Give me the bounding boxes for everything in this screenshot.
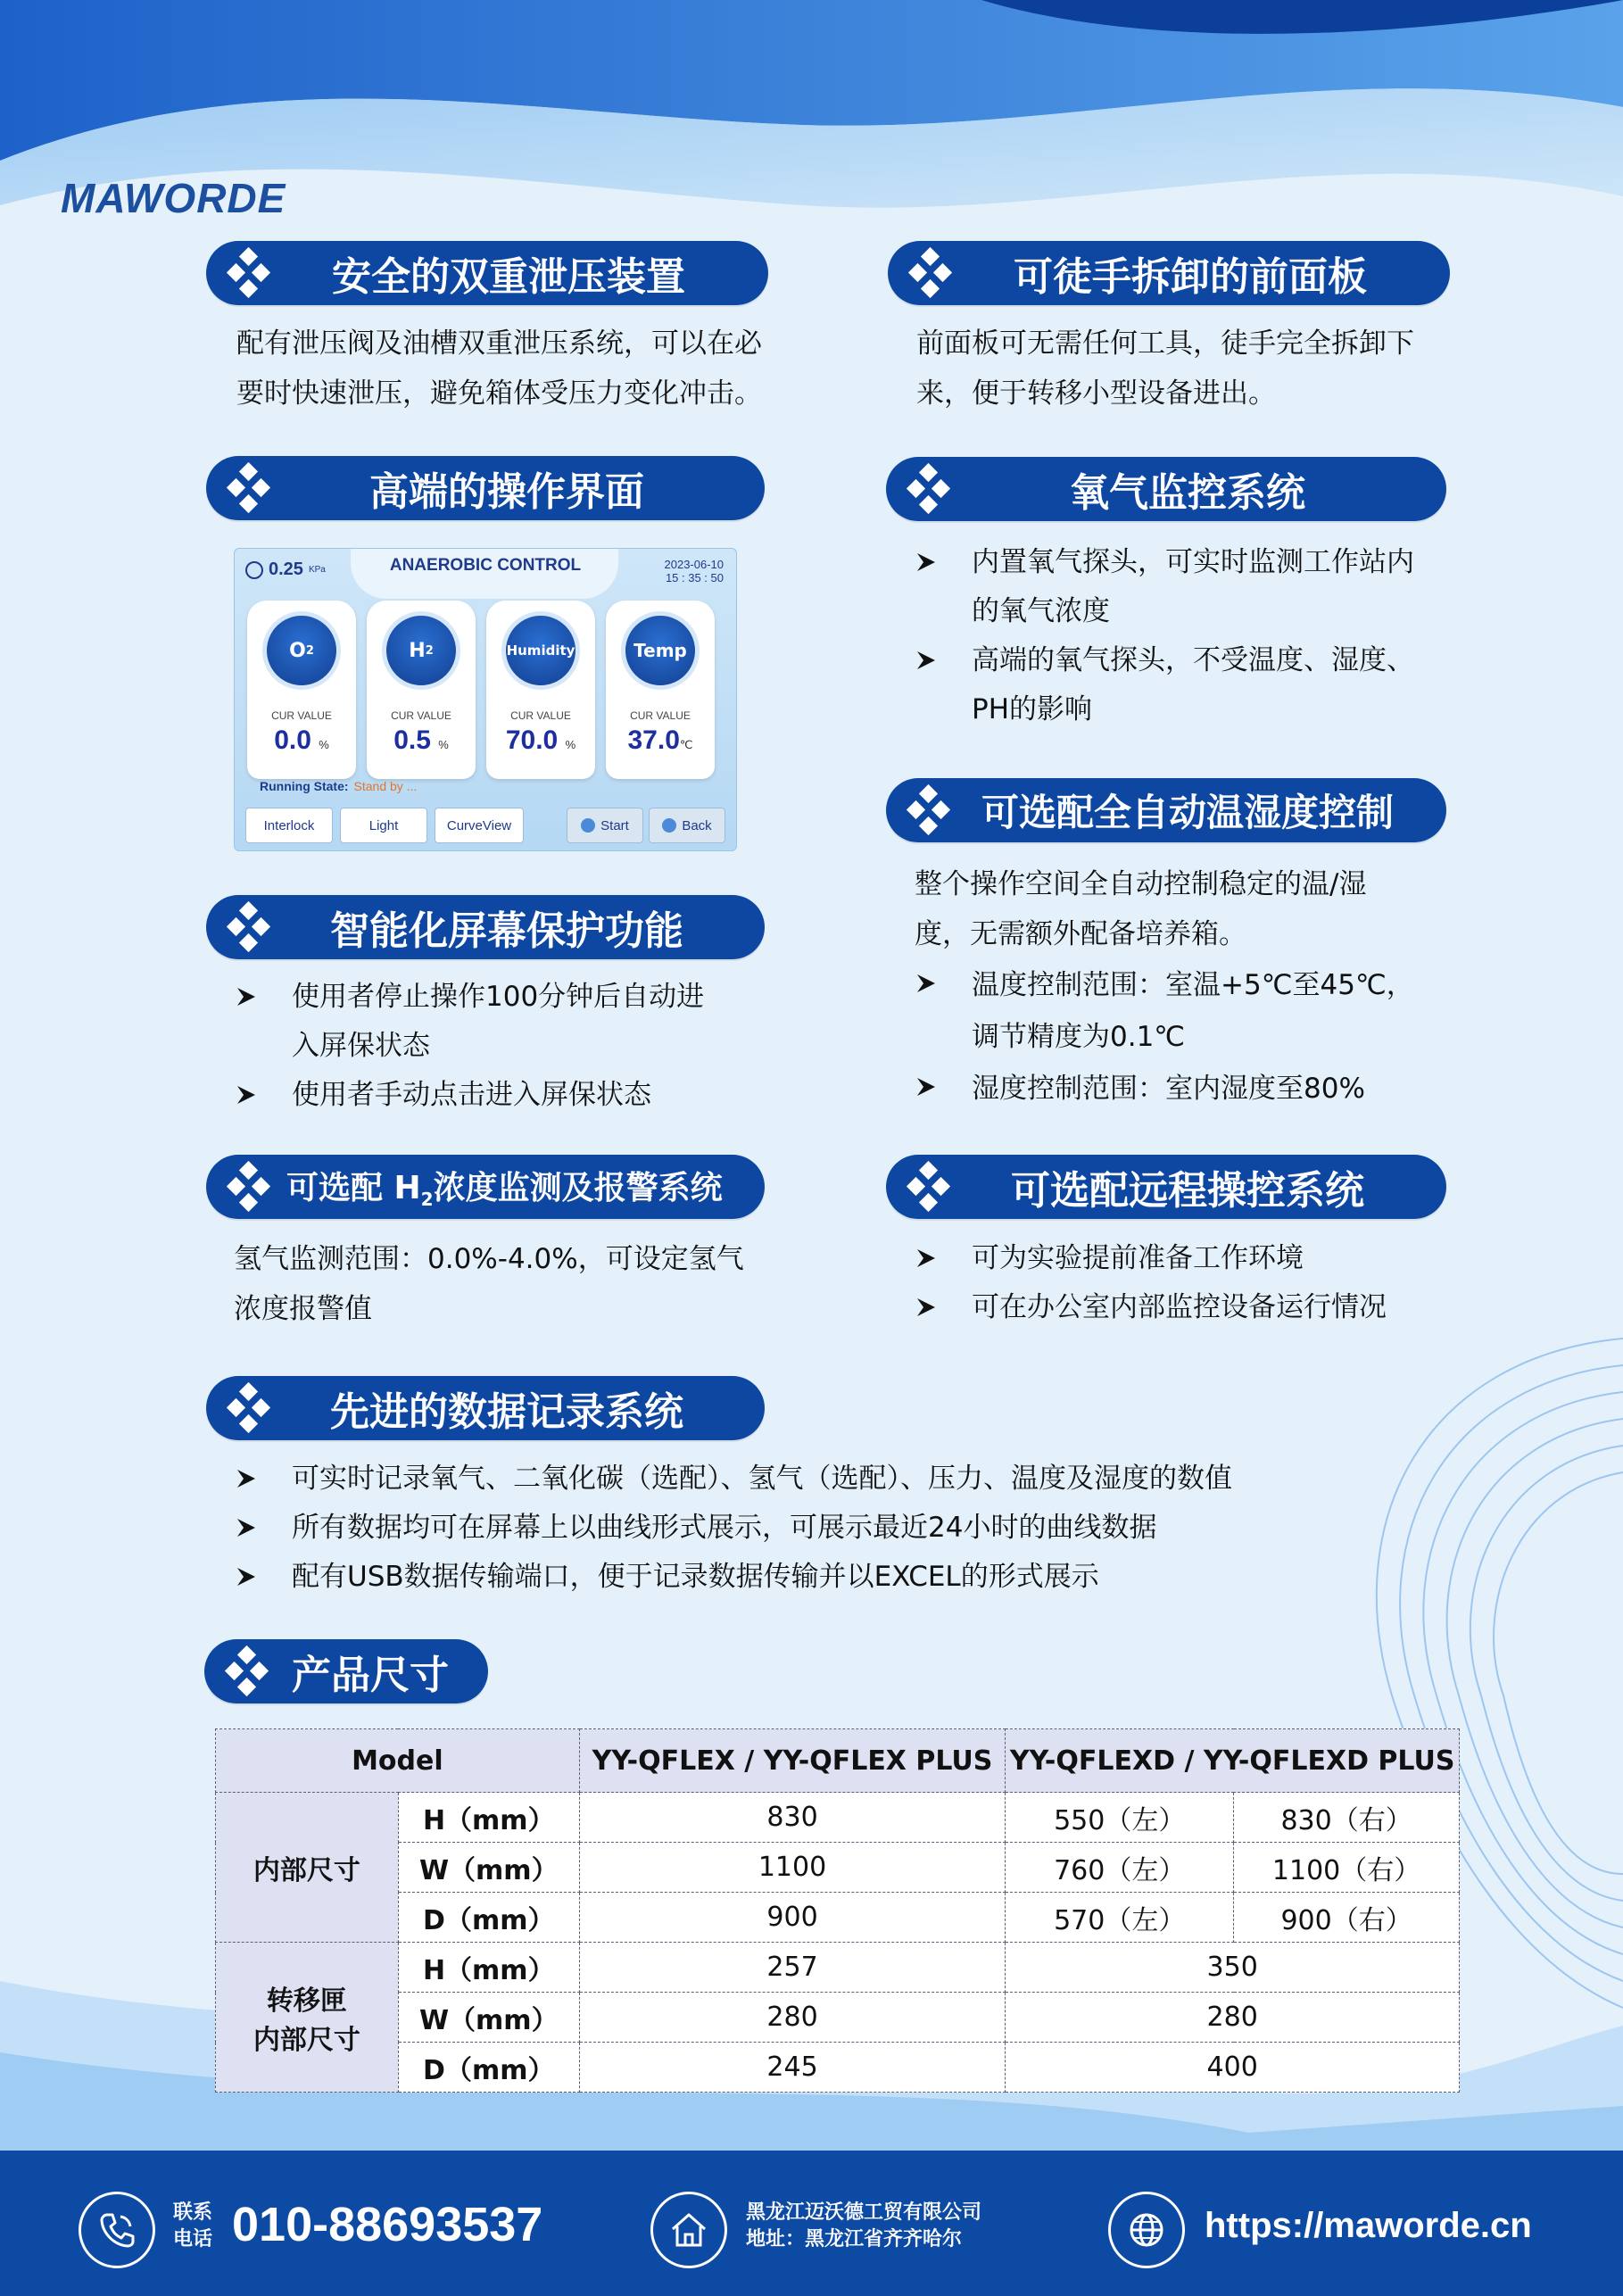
text-line: 前面板可无需任何工具，徒手完全拆卸下 — [916, 327, 1414, 360]
diamond-icon — [222, 900, 276, 954]
bullet-line: 可实时记录氧气、二氧化碳（选配）、氢气（选配）、压力、温度及湿度的数值 — [292, 1463, 1232, 1495]
arrow-icon — [915, 1234, 941, 1286]
temp-gauge: Temp — [621, 611, 700, 690]
value-unit: % — [438, 738, 449, 751]
table-row — [216, 1893, 1460, 1943]
cur-value-label: CUR VALUE — [391, 709, 451, 722]
table-cell: 257 — [579, 1943, 1006, 1993]
start-label: Start — [600, 817, 629, 833]
section-header-oxygen — [886, 457, 1446, 521]
humidity-card — [486, 601, 595, 779]
arrow-icon — [915, 959, 941, 1012]
diamond-icon — [902, 783, 956, 837]
bullet-line: 使用者停止操作100分钟后自动进 — [292, 981, 705, 1013]
h2-monitor-text — [234, 1234, 744, 1334]
o2-gauge: O 2 — [262, 611, 341, 690]
brand-logo: MAWORDE — [61, 175, 286, 221]
table-row — [216, 1793, 1460, 1843]
value-number: 0.0 — [274, 725, 311, 755]
table-cell: 550（左） — [1006, 1793, 1234, 1843]
phone-icon — [79, 2192, 155, 2268]
bullet-line: 调节精度为0.1℃ — [972, 1021, 1186, 1053]
play-icon — [581, 818, 595, 833]
value-unit: ℃ — [679, 738, 693, 751]
back-icon — [662, 818, 676, 833]
bullet-item — [235, 1553, 1232, 1602]
section-title: 可徒手拆卸的前面板 — [1014, 254, 1367, 300]
company-name: 黑龙江迈沃德工贸有限公司 — [746, 2201, 982, 2224]
bullet-line: 的氧气浓度 — [972, 595, 1110, 627]
table-cell: 760（左） — [1006, 1843, 1234, 1893]
screensaver-bullets — [235, 973, 704, 1120]
panel-datetime — [665, 558, 725, 584]
diamond-icon — [220, 1645, 274, 1698]
value-number: 0.5 — [393, 725, 431, 755]
section-header-temp-humidity — [886, 778, 1446, 842]
diamond-icon — [222, 1381, 276, 1435]
bullet-line: 使用者手动点击进入屏保状态 — [292, 1079, 651, 1111]
text-line: 整个操作空间全自动控制稳定的温/湿 — [915, 868, 1367, 900]
bullet-item — [235, 1504, 1232, 1553]
back-label: Back — [682, 817, 712, 833]
temp-humidity-text — [915, 859, 1366, 959]
table-cell: 830（右） — [1234, 1793, 1460, 1843]
bullet-line: 配有USB数据传输端口，便于记录数据传输并以EXCEL的形式展示 — [292, 1561, 1099, 1593]
h2-value — [367, 725, 476, 756]
group-label-line: 转移匣 — [266, 1985, 347, 2017]
table-cell: 1100（右） — [1234, 1843, 1460, 1893]
table-row — [216, 1943, 1460, 1993]
section-header-dimensions — [204, 1639, 488, 1703]
bullet-item — [235, 1455, 1232, 1504]
section-header-safety — [206, 241, 768, 305]
bullet-item — [915, 1283, 1387, 1332]
data-logging-bullets — [235, 1455, 1232, 1602]
bullet-item — [915, 1234, 1387, 1283]
section-header-h2-monitor — [206, 1155, 765, 1219]
dimension-label: D（mm） — [398, 2043, 579, 2093]
bullet-item — [915, 959, 1414, 1063]
bullet-line: 内置氧气探头，可实时监测工作站内 — [972, 546, 1414, 578]
bullet-line: 入屏保状态 — [292, 1030, 430, 1062]
back-button[interactable] — [649, 808, 725, 843]
table-cell: 400 — [1006, 2043, 1460, 2093]
section-header-interface — [206, 456, 765, 520]
globe-icon — [1108, 2192, 1185, 2268]
table-cell: 900 — [579, 1893, 1006, 1943]
section-title: 可选配全自动温湿度控制 — [981, 791, 1394, 834]
dimension-label: W（mm） — [398, 1993, 579, 2043]
company-info — [746, 2200, 981, 2253]
section-title: 安全的双重泄压装置 — [332, 254, 685, 300]
o2-value — [247, 725, 356, 756]
value-number: 70.0 — [505, 725, 559, 755]
bullet-item — [915, 1063, 1414, 1115]
section-header-screensaver — [206, 895, 765, 959]
table-cell: 280 — [579, 1993, 1006, 2043]
diamond-icon — [902, 1160, 956, 1214]
bullet-line: 温度控制范围：室温+5℃至45℃， — [972, 969, 1414, 1001]
cur-value-label: CUR VALUE — [510, 709, 571, 722]
bullet-item — [235, 973, 704, 1071]
light-button[interactable]: Light — [340, 808, 427, 843]
section-title: 产品尺寸 — [292, 1653, 449, 1698]
pressure-unit: KPa — [308, 565, 326, 575]
table-cell: 350 — [1006, 1943, 1460, 1993]
table-row — [216, 2043, 1460, 2093]
value-unit: % — [565, 738, 576, 751]
dimension-label: W（mm） — [398, 1843, 579, 1893]
interlock-button[interactable]: Interlock — [245, 808, 333, 843]
oxygen-bullets — [915, 538, 1414, 734]
phone-number[interactable]: 010-88693537 — [232, 2198, 543, 2251]
control-panel-screenshot — [234, 548, 737, 851]
curveview-button[interactable]: CurveView — [435, 808, 524, 843]
bullet-line: PH的影响 — [972, 693, 1093, 725]
section-title: 氧气监控系统 — [1070, 470, 1305, 516]
dimension-label: D（mm） — [398, 1893, 579, 1943]
bullet-line: 可在办公室内部监控设备运行情况 — [972, 1291, 1387, 1323]
arrow-icon — [235, 973, 261, 1024]
title-subscript: 2 — [420, 1189, 434, 1211]
header-cell: YY-QFLEX / YY-QFLEX PLUS — [579, 1729, 1006, 1793]
cur-value-label: CUR VALUE — [271, 709, 332, 722]
section-title: 智能化屏幕保护功能 — [330, 908, 683, 954]
value-unit: % — [319, 738, 329, 751]
text-line: 来，便于转移小型设备进出。 — [916, 377, 1276, 410]
table-cell: 245 — [579, 2043, 1006, 2093]
bullet-item — [915, 636, 1414, 734]
table-cell: 900（右） — [1234, 1893, 1460, 1943]
text-line: 浓度报警值 — [234, 1293, 372, 1325]
text-line: 配有泄压阀及油槽双重泄压系统，可以在必 — [236, 327, 762, 360]
table-cell: 280 — [1006, 1993, 1460, 2043]
diamond-icon — [222, 461, 276, 515]
diamond-icon — [904, 246, 957, 300]
arrow-icon — [915, 1283, 941, 1335]
header-cell: Model — [216, 1729, 580, 1793]
contact-label — [173, 2200, 212, 2253]
arrow-icon — [235, 1071, 261, 1123]
dimensions-table — [215, 1728, 1460, 2093]
arrow-icon — [915, 538, 941, 590]
temp-humidity-bullets — [915, 959, 1414, 1115]
company-address: 地址：黑龙江省齐齐哈尔 — [746, 2228, 963, 2250]
section-text-safety — [236, 319, 762, 419]
title-part: 可选配 H — [286, 1170, 421, 1207]
dimension-label: H（mm） — [398, 1793, 579, 1843]
value-number: 37.0 — [627, 725, 680, 755]
table-row — [216, 1843, 1460, 1893]
diamond-icon — [222, 246, 276, 300]
remote-bullets — [915, 1234, 1387, 1332]
diamond-icon — [222, 1160, 276, 1214]
h2-gauge: H 2 — [382, 611, 460, 690]
table-row — [216, 1993, 1460, 2043]
h2-card — [367, 601, 476, 779]
arrow-icon — [915, 636, 941, 688]
section-title: 先进的数据记录系统 — [330, 1389, 683, 1435]
bullet-item — [235, 1071, 704, 1120]
table-header-row — [216, 1729, 1460, 1793]
humidity-value — [486, 725, 595, 756]
dimension-label: H（mm） — [398, 1943, 579, 1993]
panel-date: 2023-06-10 — [664, 558, 724, 571]
section-header-front-panel — [888, 241, 1450, 305]
table-cell: 830 — [579, 1793, 1006, 1843]
group-label — [216, 1943, 399, 2093]
start-button[interactable] — [567, 808, 643, 843]
panel-title: ANAEROBIC CONTROL — [389, 556, 582, 575]
contact-label-line: 电话 — [173, 2228, 213, 2250]
arrow-icon — [235, 1504, 261, 1555]
section-text-front-panel — [916, 319, 1414, 419]
home-icon — [650, 2192, 727, 2268]
website-link[interactable]: https://maworde.cn — [1205, 2206, 1532, 2245]
bullet-line: 高端的氧气探头，不受温度、湿度、 — [972, 644, 1414, 676]
temp-card — [606, 601, 715, 779]
section-title: 高端的操作界面 — [369, 469, 644, 515]
group-label: 内部尺寸 — [216, 1793, 399, 1943]
humidity-gauge: Humidity — [501, 611, 580, 690]
pressure-value: 0.25 — [269, 559, 303, 579]
contact-label-line: 联系 — [173, 2201, 213, 2224]
panel-time: 15 : 35 : 50 — [665, 571, 724, 584]
temp-value — [606, 725, 715, 756]
arrow-icon — [235, 1455, 261, 1506]
footer — [0, 2151, 1623, 2296]
arrow-icon — [915, 1063, 941, 1115]
table-cell: 570（左） — [1006, 1893, 1234, 1943]
o2-card — [247, 601, 356, 779]
running-state-value: Stand by ... — [353, 779, 418, 793]
running-state-label: Running State: — [260, 779, 349, 793]
table-cell: 1100 — [579, 1843, 1006, 1893]
header-cell: YY-QFLEXD / YY-QFLEXD PLUS — [1006, 1729, 1460, 1793]
title-part: 浓度监测及报警系统 — [433, 1170, 723, 1207]
arrow-icon — [235, 1553, 261, 1604]
running-state — [260, 779, 417, 793]
bullet-line: 所有数据均可在屏幕上以曲线形式展示，可展示最近24小时的曲线数据 — [292, 1512, 1157, 1544]
section-title — [276, 1163, 765, 1210]
diamond-icon — [902, 462, 956, 516]
group-label-line: 内部尺寸 — [253, 2024, 360, 2056]
section-title: 可选配远程操控系统 — [1011, 1168, 1364, 1214]
section-header-remote — [886, 1155, 1446, 1219]
bullet-item — [915, 538, 1414, 636]
text-line: 要时快速泄压，避免箱体受压力变化冲击。 — [236, 377, 762, 410]
bullet-line: 可为实验提前准备工作环境 — [972, 1242, 1304, 1274]
text-line: 氢气监测范围：0.0%-4.0%，可设定氢气 — [234, 1243, 744, 1275]
bullet-line: 湿度控制范围：室内湿度至80% — [972, 1073, 1365, 1105]
text-line: 度，无需额外配备培养箱。 — [915, 918, 1246, 950]
section-header-data-logging — [206, 1376, 765, 1440]
cur-value-label: CUR VALUE — [630, 709, 691, 722]
